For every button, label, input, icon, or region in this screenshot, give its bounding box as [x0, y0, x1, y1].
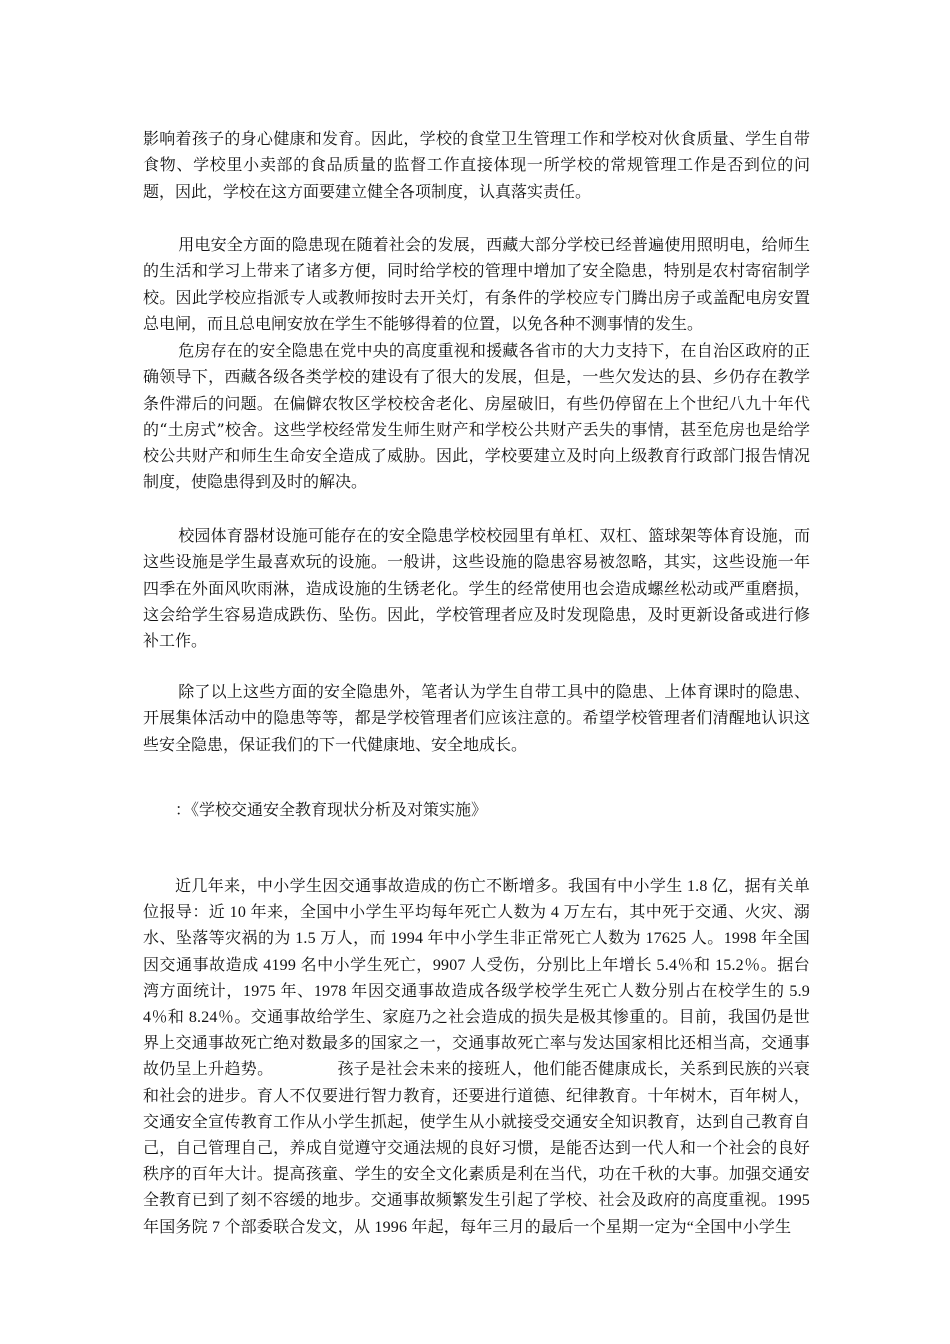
paragraph-canteen-safety: 影响着孩子的身心健康和发育。因此，学校的食堂卫生管理工作和学校对伙食质量、学生自带食物、学校里小卖部的食品质量的监督工作直接体现一所学校的常规管理工作是否到位的问题，因此，学校在这方面要建立健全各项制度，认真落实责任。	[143, 129, 810, 201]
paragraph-electricity-safety: 用电安全方面的隐患现在随着社会的发展，西藏大部分学校已经普遍使用照明电，给师生的生活和学习上带来了诸多方便，同时给学校的管理中增加了安全隐患，特别是农村寄宿制学校。因此学校应指派专人或教师按时去开关灯，有条件的学校应专门腾出房子或盖配电房安置总电闸，而且总电闸安放在学生不能够得着的位置，以免各种不测事情的发生。	[143, 235, 810, 333]
traffic-paragraph-part-a: 近几年来，中小学生因交通事故造成的伤亡不断增多。我国有中小学生 1.8 亿，据有关单位报导：近 10 年来，全国中小学生平均每年死亡人数为 4 万左右，其中死于交通、火灾、溺水、坠落等灾祸的为 1.5 万人，而 1994 年中小学生非正常死亡人数为 17625 人。1998 年全国因交通事故造成 4199 名中小学生死亡，9907 人受伤，分别比上年增长 5.4％和 15.2％。据台湾方面统计，1975 年、1978 年因交通事故造成各级学校学生死亡人数分别占在校学生的 5.94％和 8.24％。交通事故给学生、家庭乃之社会造成的损失是极其惨重的。目前，我国仍是世界上交通事故死亡绝对数最多的国家之一，交通事故死亡率与发达国家相比还相当高，交通事故仍呈上升趋势。	[143, 878, 810, 1079]
paragraph-traffic-safety	[143, 874, 810, 1241]
section-heading: ：《学校交通安全教育现状分析及对策实施》	[175, 800, 488, 819]
paragraph-conclusion: 除了以上这些方面的安全隐患外，笔者认为学生自带工具中的隐患、上体育课时的隐患、开展集体活动中的隐患等等，都是学校管理者们应该注意的。希望学校管理者们清醒地认识这些安全隐患，保证我们的下一代健康地、安全地成长。	[143, 682, 810, 754]
paragraph-dangerous-buildings: 危房存在的安全隐患在党中央的高度重视和援藏各省市的大力支持下，在自治区政府的正确领导下，西藏各级各类学校的建设有了很大的发展，但是，一些欠发达的县、乡仍存在教学条件滞后的问题。在偏僻农牧区学校校舍老化、房屋破旧，有些仍停留在上个世纪八九十年代的“土房式”校舍。这些学校经常发生师生财产和学校公共财产丢失的事情，甚至危房也是给学校公共财产和师生生命安全造成了威胁。因此，学校要建立及时向上级教育行政部门报告情况制度，使隐患得到及时的解决。	[143, 341, 810, 492]
traffic-paragraph-part-b: 孩子是社会未来的接班人，他们能否健康成长，关系到民族的兴衰和社会的进步。育人不仅要进行智力教育，还要进行道德、纪律教育。十年树木，百年树人，交通安全宣传教育工作从小学生抓起，使学生从小就接受交通安全知识教育，达到自己教育自己，自己管理自己，养成自觉遵守交通法规的良好习惯，是能否达到一代人和一个社会的良好秩序的百年大计。提高孩童、学生的安全文化素质是利在当代，功在千秋的大事。加强交通安全教育已到了刻不容缓的地步。交通事故频繁发生引起了学校、社会及政府的高度重视。1995 年国务院 7 个部委联合发文，从 1996 年起，每年三月的最后一个星期一定为“全国中小学生	[143, 1061, 810, 1236]
paragraph-sports-equipment: 校园体育器材设施可能存在的安全隐患学校校园里有单杠、双杠、篮球架等体育设施，而这些设施是学生最喜欢玩的设施。一般讲，这些设施的隐患容易被忽略，其实，这些设施一年四季在外面风吹雨淋，造成设施的生锈老化。学生的经常使用也会造成螺丝松动或严重磨损，这会给学生容易造成跌伤、坠伤。因此，学校管理者应及时发现隐患，及时更新设备或进行修补工作。	[143, 526, 810, 651]
